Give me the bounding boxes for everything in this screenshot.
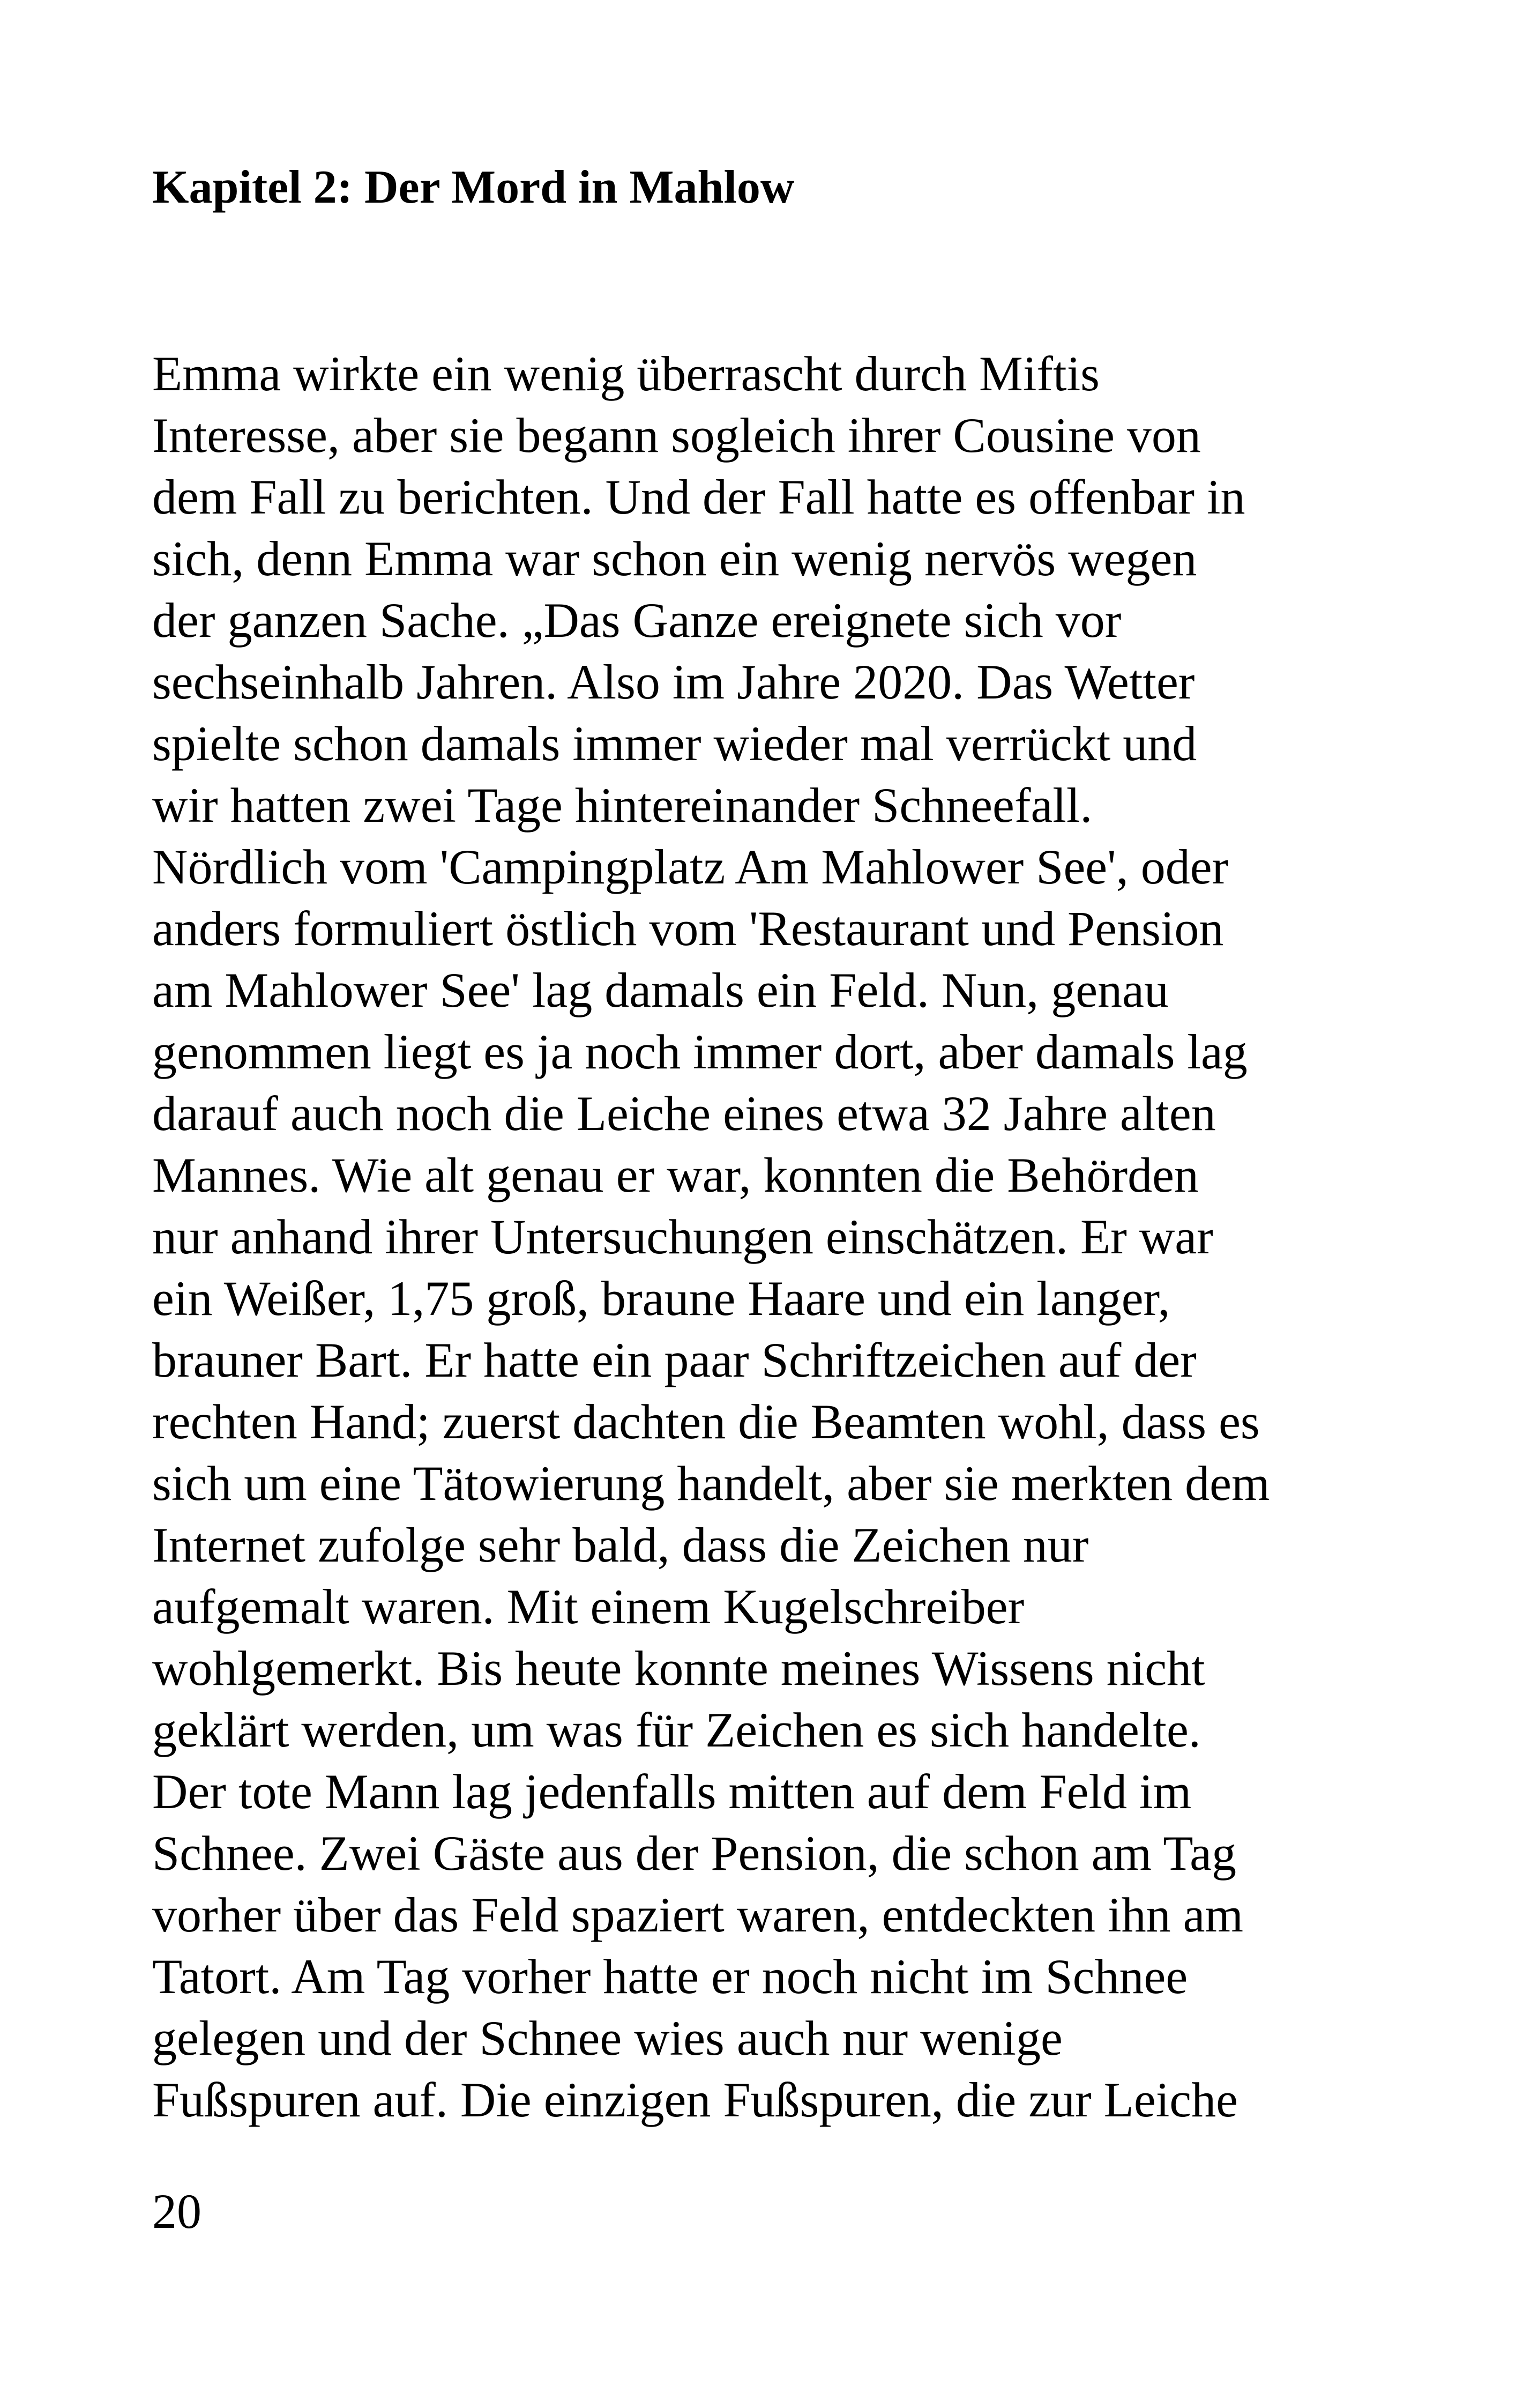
text-line: aufgemalt waren. Mit einem Kugelschreiber	[152, 1579, 1025, 1634]
text-line: der ganzen Sache. „Das Ganze ereignete sich vor	[152, 593, 1122, 648]
text-line: wohlgemerkt. Bis heute konnte meines Wissens nicht	[152, 1641, 1205, 1696]
body-text	[152, 343, 1385, 2131]
text-line: dem Fall zu berichten. Und der Fall hatte es offenbar in	[152, 470, 1245, 524]
text-line: sechseinhalb Jahren. Also im Jahre 2020. Das Wetter	[152, 655, 1195, 709]
text-line: wir hatten zwei Tage hintereinander Schneefall.	[152, 778, 1093, 833]
text-line: spielte schon damals immer wieder mal verrückt und	[152, 716, 1197, 771]
text-line: am Mahlower See' lag damals ein Feld. Nun, genau	[152, 963, 1169, 1017]
text-line: darauf auch noch die Leiche eines etwa 32 Jahre alten	[152, 1086, 1216, 1141]
text-line: Mannes. Wie alt genau er war, konnten die Behörden	[152, 1148, 1199, 1202]
text-line: sich, denn Emma war schon ein wenig nervös wegen	[152, 531, 1197, 586]
text-line: nur anhand ihrer Untersuchungen einschätzen. Er war	[152, 1209, 1213, 1264]
text-line: anders formuliert östlich vom 'Restaurant und Pension	[152, 901, 1224, 956]
chapter-title: Kapitel 2: Der Mord in Mahlow	[152, 161, 795, 213]
text-line: gelegen und der Schnee wies auch nur wenige	[152, 2011, 1063, 2065]
text-line: Fußspuren auf. Die einzigen Fußspuren, die zur Leiche	[152, 2072, 1238, 2127]
text-line: Internet zufolge sehr bald, dass die Zeichen nur	[152, 1518, 1089, 1572]
text-line: rechten Hand; zuerst dachten die Beamten wohl, dass es	[152, 1394, 1260, 1449]
text-line: brauner Bart. Er hatte ein paar Schriftzeichen auf der	[152, 1333, 1197, 1387]
text-line: vorher über das Feld spaziert waren, entdeckten ihn am	[152, 1887, 1243, 1942]
text-line: ein Weißer, 1,75 groß, braune Haare und ein langer,	[152, 1271, 1170, 1326]
text-line: geklärt werden, um was für Zeichen es sich handelte.	[152, 1703, 1201, 1757]
text-line: Der tote Mann lag jedenfalls mitten auf dem Feld im	[152, 1764, 1192, 1819]
text-line: Nördlich vom 'Campingplatz Am Mahlower See', oder	[152, 839, 1229, 894]
text-line: Emma wirkte ein wenig überrascht durch Miftis	[152, 346, 1100, 401]
text-line: genommen liegt es ja noch immer dort, aber damals lag	[152, 1024, 1248, 1079]
text-line: sich um eine Tätowierung handelt, aber sie merkten dem	[152, 1456, 1270, 1511]
page-number: 20	[152, 2184, 201, 2239]
text-line: Tatort. Am Tag vorher hatte er noch nicht im Schnee	[152, 1949, 1188, 2004]
text-line: Interesse, aber sie begann sogleich ihrer Cousine von	[152, 408, 1201, 463]
text-line: Schnee. Zwei Gäste aus der Pension, die schon am Tag	[152, 1826, 1237, 1881]
